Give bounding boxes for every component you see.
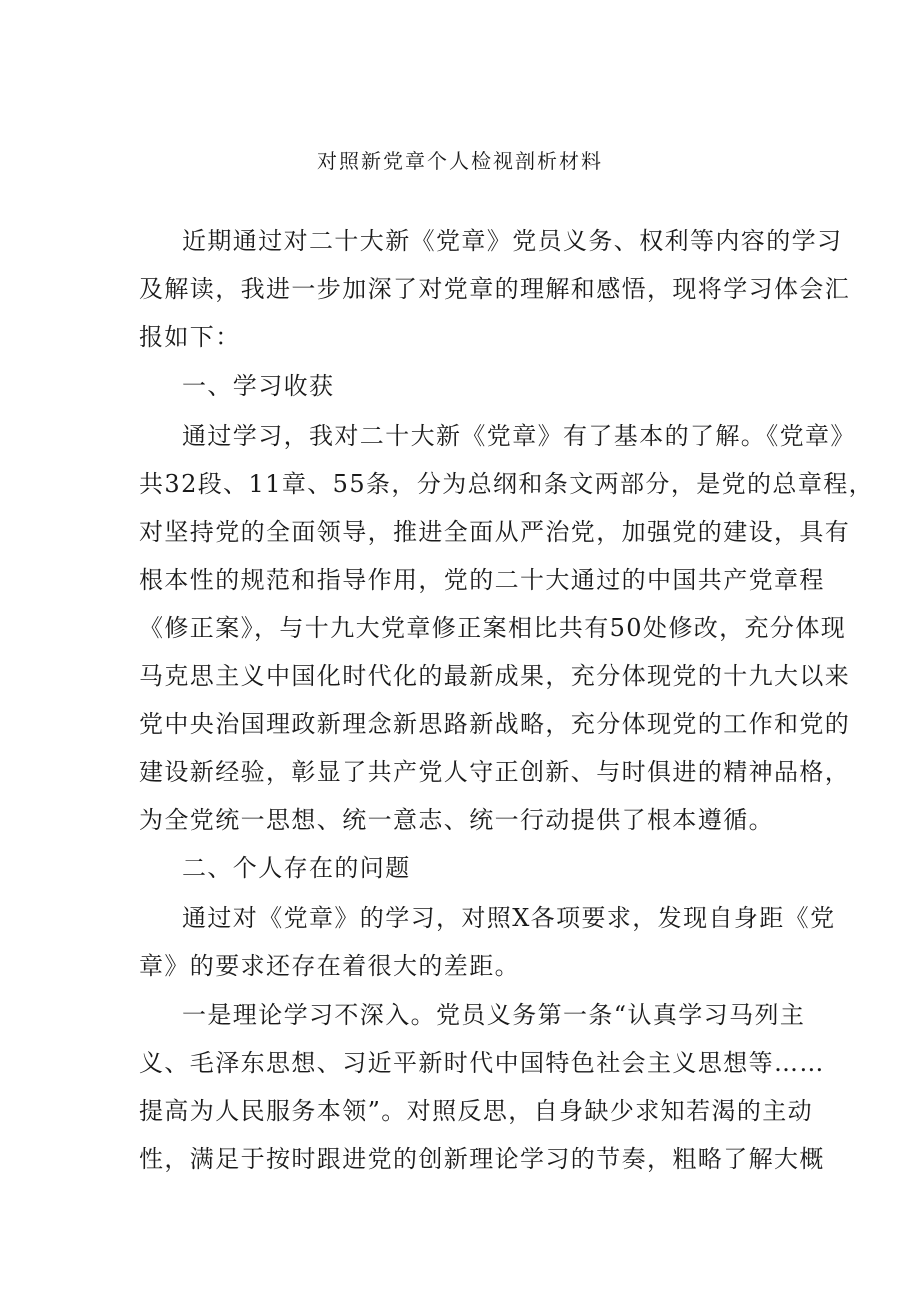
paragraph-intro-line-1: 近期通过对二十大新《党章》党员义务、权利等内容的学习 bbox=[182, 227, 843, 255]
document-title: 对照新党章个人检视剖析材料 bbox=[317, 149, 603, 173]
paragraph-gains-line-1: 通过学习，我对二十大新《党章》有了基本的了解。《党章》 bbox=[182, 422, 856, 450]
paragraph-gains-line-6: 马克思主义中国化时代化的最新成果，充分体现党的十九大以来 bbox=[139, 662, 851, 690]
paragraph-problems-line-2: 章》的要求还存在着很大的差距。 bbox=[139, 952, 520, 980]
paragraph-theory-line-1: 一是理论学习不深入。党员义务第一条“认真学习马列主 bbox=[182, 1001, 806, 1029]
section-heading-study-gains: 一、学习收获 bbox=[182, 372, 335, 400]
paragraph-gains-line-2: 共32段、11章、55条，分为总纲和条文两部分，是党的总章程， bbox=[139, 470, 875, 498]
paragraph-gains-line-5: 《修正案》，与十九大党章修正案相比共有50处修改，充分体现 bbox=[139, 614, 847, 642]
paragraph-theory-line-3: 提高为人民服务本领”。对照反思，自身缺少求知若渴的主动 bbox=[139, 1097, 814, 1125]
paragraph-theory-line-2: 义、毛泽东思想、习近平新时代中国特色社会主义思想等…… bbox=[139, 1049, 825, 1077]
paragraph-gains-line-8: 建设新经验，彰显了共产党人守正创新、与时俱进的精神品格， bbox=[139, 758, 851, 786]
paragraph-intro-line-2: 及解读，我进一步加深了对党章的理解和感悟，现将学习体会汇 bbox=[139, 275, 851, 303]
paragraph-gains-line-3: 对坚持党的全面领导，推进全面从严治党，加强党的建设，具有 bbox=[139, 518, 851, 546]
paragraph-problems-line-1: 通过对《党章》的学习，对照X各项要求，发现自身距《党 bbox=[182, 904, 836, 932]
section-heading-personal-problems: 二、个人存在的问题 bbox=[182, 854, 411, 882]
paragraph-theory-line-4: 性，满足于按时跟进党的创新理论学习的节奏，粗略了解大概 bbox=[139, 1145, 825, 1173]
paragraph-gains-line-7: 党中央治国理政新理念新思路新战略，充分体现党的工作和党的 bbox=[139, 710, 851, 738]
paragraph-intro-line-3: 报如下： bbox=[139, 323, 241, 351]
paragraph-gains-line-4: 根本性的规范和指导作用，党的二十大通过的中国共产党章程 bbox=[139, 566, 825, 594]
paragraph-gains-line-9: 为全党统一思想、统一意志、统一行动提供了根本遵循。 bbox=[139, 806, 774, 834]
